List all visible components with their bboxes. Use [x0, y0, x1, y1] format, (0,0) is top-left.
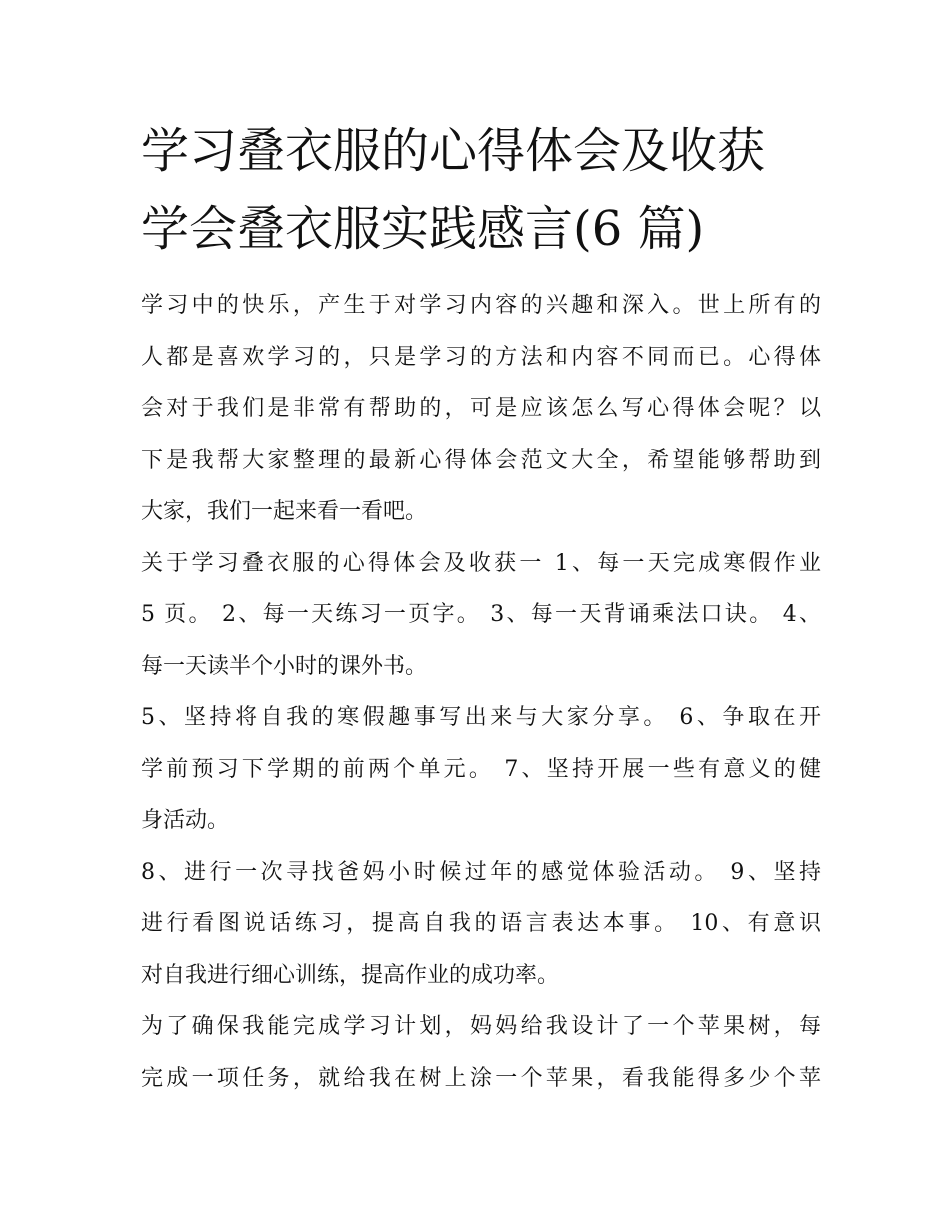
document-body: [141, 280, 821, 1104]
text-line: 完成一项任务，就给我在树上涂一个苹果，看我能得多少个苹: [141, 1065, 821, 1091]
paragraph-plan-3: [141, 847, 821, 1002]
paragraph-plan-2: [141, 692, 821, 847]
text-line: 会对于我们是非常有帮助的，可是应该怎么写心得体会呢？以: [141, 396, 821, 421]
text-line: 5 页。 2、每一天练习一页字。 3、每一天背诵乘法口诀。 4、: [141, 602, 821, 627]
text-line: 人都是喜欢学习的，只是学习的方法和内容不同而已。心得体: [141, 344, 821, 370]
text-line: 为了确保我能完成学习计划，妈妈给我设计了一个苹果树，每: [141, 1014, 821, 1039]
paragraph-intro: [141, 280, 821, 538]
title-line: 学习叠衣服的心得体会及收获: [141, 123, 766, 179]
text-line: 8、进行一次寻找爸妈小时候过年的感觉体验活动。 9、坚持: [141, 859, 821, 885]
text-line: 大家，我们一起来看一看吧。: [141, 499, 428, 524]
title-line: 学会叠衣服实践感言(6 篇): [141, 201, 705, 257]
text-line: 学前预习下学期的前两个单元。 7、坚持开展一些有意义的健: [141, 756, 821, 782]
document-title: [141, 112, 821, 268]
text-line: 5、坚持将自我的寒假趣事写出来与大家分享。 6、争取在开: [141, 705, 821, 730]
text-line: 身活动。: [141, 808, 230, 833]
text-line: 关于学习叠衣服的心得体会及收获一 1、每一天完成寒假作业: [141, 550, 821, 576]
text-line: 下是我帮大家整理的最新心得体会范文大全，希望能够帮助到: [141, 447, 821, 473]
text-line: 每一天读半个小时的课外书。: [141, 653, 428, 679]
text-line: 进行看图说话练习，提高自我的语言表达本事。 10、有意识: [141, 911, 821, 936]
text-line: 学习中的快乐，产生于对学习内容的兴趣和深入。世上所有的: [141, 293, 821, 318]
paragraph-apple-tree: [141, 1001, 821, 1104]
paragraph-plan-1: [141, 538, 821, 693]
text-line: 对自我进行细心训练，提高作业的成功率。: [141, 962, 560, 988]
